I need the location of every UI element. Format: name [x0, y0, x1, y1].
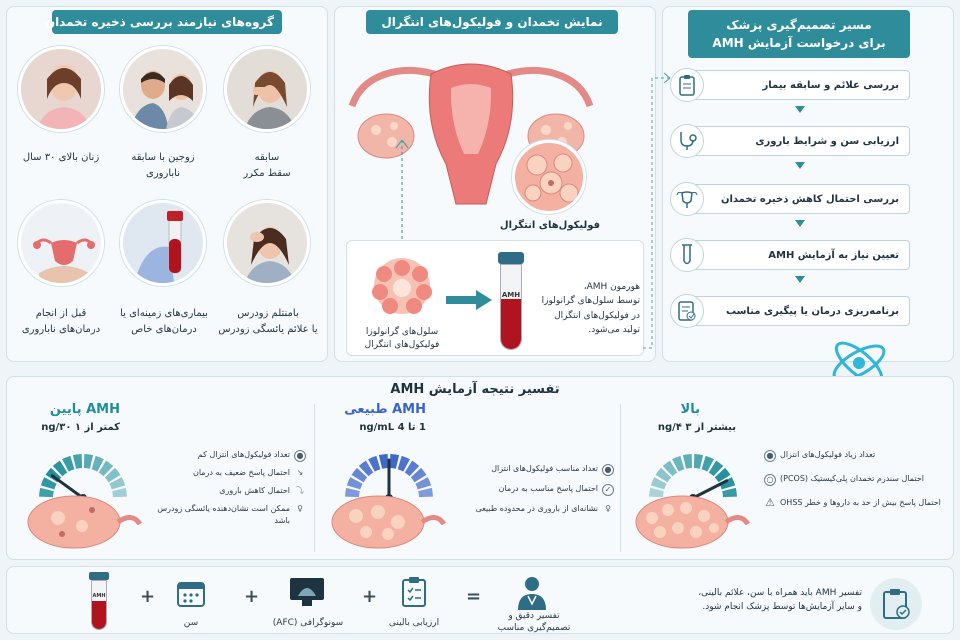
amh-test-tube — [496, 252, 526, 352]
bottom-check-badge — [870, 578, 922, 630]
arrow-down-icon — [795, 220, 805, 227]
gauge-segment — [84, 454, 93, 469]
level-low-title: AMH پایین — [49, 402, 120, 417]
group-caption-line1: زوجین با سابقه — [131, 152, 195, 163]
group-caption-line2: ناباروری — [146, 167, 180, 179]
gauge-segment — [390, 454, 399, 469]
group-photo-early-menopause — [224, 200, 310, 286]
bottom-note-line2: و سایر آزمایش‌ها توسط پزشک انجام شود. — [702, 602, 862, 613]
plus-sign: + — [244, 586, 260, 607]
level-normal-bullet-2: احتمال پاسخ مناسب به درمان — [498, 484, 598, 493]
person-icon: ♀ — [605, 504, 611, 513]
level-high-bullet-1: تعداد زیاد فولیکول‌های انتزال — [780, 450, 876, 459]
person-icon: ♀ — [297, 504, 303, 513]
decision-step-label: ارزیابی سن و شرایط باروری — [755, 135, 899, 147]
groups-title: گروه‌های نیازمند بررسی ذخیره تخمدان — [52, 10, 282, 34]
hormone-caption-line2: توسط سلول‌های گرانولوزا — [541, 296, 640, 307]
warning-icon: ⚠ — [765, 496, 775, 509]
decision-step-label: بررسی احتمال کاهش ذخیره تخمدان — [720, 193, 899, 205]
result-label-line2: تصمیم‌گیری مناسب — [497, 623, 571, 634]
decision-step-label: تعیین نیاز به آزمایش AMH — [768, 249, 899, 261]
interpretation-title: تفسیر نتیجه آزمایش AMH — [390, 382, 560, 397]
calendar-icon — [176, 578, 206, 608]
group-caption-line1: سابقه — [254, 152, 280, 163]
level-low-bullet-4: ممکن است نشان‌دهنده یائسگی زودرس باشد — [157, 504, 290, 525]
cluster-icon: ● — [294, 450, 306, 462]
level-normal-bullet-3: نشانه‌ای از باروری در محدوده طبیعی — [475, 504, 598, 513]
decision-step-3 — [688, 184, 910, 214]
granulosa-caption-line2: فولیکول‌های انتگرال — [364, 339, 440, 350]
group-caption-text: زنان بالای ۳۰ سال — [22, 152, 100, 163]
group-photo-couple — [120, 46, 206, 132]
decision-step-1 — [688, 70, 910, 100]
decision-step-label: برنامه‌ریزی درمان یا پیگیری مناسب — [725, 305, 899, 317]
decision-step-5 — [688, 296, 910, 326]
divider — [314, 404, 315, 552]
group-caption-line1: بامنتلم زودرس — [237, 308, 299, 319]
level-low-bullet-3: احتمال کاهش باروری — [219, 486, 290, 495]
tube-label: AMH — [501, 291, 521, 299]
level-normal-title: AMH طبیعی — [344, 402, 426, 417]
decision-title-line2: برای درخواست آزمایش AMH — [712, 36, 886, 50]
level-high-range: بیشتر از ۳ ng/۴ — [657, 422, 736, 433]
bottom-note — [640, 586, 862, 615]
ultrasound-icon — [288, 576, 326, 608]
ovary-title: نمایش تخمدان و فولیکول‌های انتگرال — [366, 10, 618, 34]
level-low-bullet-2: احتمال پاسخ ضعیف به درمان — [192, 468, 290, 477]
hormone-caption-line3: در فولیکول‌های انتگرال — [554, 310, 640, 321]
group-caption-women-over-30 — [18, 150, 104, 166]
level-normal-range: 1 تا 4 ng/mL — [359, 422, 426, 433]
group-caption-early-menopause — [214, 306, 322, 337]
arrow-down-icon — [795, 162, 805, 169]
granulosa-caption — [350, 326, 454, 351]
decision-step-4 — [688, 240, 910, 270]
arrow-right-icon — [446, 290, 492, 310]
cluster-icon: ● — [602, 464, 614, 476]
result-label — [496, 610, 572, 634]
group-caption-line2: سقط مکرر — [243, 167, 291, 179]
ovary-illustration-normal — [326, 492, 446, 552]
hormone-caption-line4: تولید می‌شود. — [588, 325, 640, 336]
decline-icon: ⤵ — [296, 486, 304, 495]
decision-step-label: بررسی علائم و سابقه بیمار — [762, 79, 899, 91]
granulosa-cells-illustration — [362, 252, 442, 322]
group-caption-line2: درمان‌های خاص — [131, 323, 197, 335]
decision-step-2 — [688, 126, 910, 156]
bottom-tube-label: AMH — [92, 593, 106, 599]
group-caption-line2: یا علائم یائسگی زودرس — [218, 323, 318, 335]
clinical-clipboard-icon — [400, 576, 428, 608]
doctor-icon — [514, 574, 550, 610]
sonography-label: سونوگرافی (AFC) — [272, 618, 344, 628]
level-high-bullet-2: احتمال سندرم تخمدان پلی‌کیستیک (PCOS) — [780, 474, 925, 483]
group-photo-women-over-30 — [18, 46, 104, 132]
clipboard-check-icon — [881, 588, 911, 620]
level-normal-bullet-1: تعداد مناسب فولیکول‌های انتزال — [491, 464, 598, 473]
age-label: سن — [183, 618, 199, 628]
clinical-label: ارزیابی بالینی — [388, 618, 440, 628]
level-low-range: کمتر از ۱ ng/۳۰ — [41, 422, 120, 433]
bottom-amh-tube — [88, 572, 110, 632]
group-caption-line2: درمان‌های ناباروری — [21, 323, 101, 335]
trend-down-icon: ↘ — [296, 468, 304, 477]
plus-sign: + — [362, 586, 378, 607]
gauge-segment — [694, 454, 703, 469]
result-label-line1: تفسیر دقیق و — [508, 611, 560, 621]
gauge-segment — [379, 454, 388, 469]
group-caption-before-treatment — [10, 306, 112, 337]
group-caption-line1: بیماری‌های زمینه‌ای یا — [120, 308, 208, 319]
group-caption-line1: قبل از انجام — [35, 308, 87, 319]
hormone-caption-line1: هورمون AMH، — [583, 282, 640, 292]
granulosa-caption-line1: سلول‌های گرانولوزا — [365, 327, 439, 337]
group-caption-miscarriage — [216, 150, 318, 181]
decision-title-line1: مسیر تصمیم‌گیری پزشک — [726, 18, 872, 32]
pcos-icon: ○ — [764, 474, 776, 486]
bottom-note-line1: تفسیر AMH باید همراه با سن، علائم بالینی، — [698, 588, 862, 598]
group-photo-recurrent-miscarriage — [224, 46, 310, 132]
arrow-down-icon — [795, 276, 805, 283]
gauge-segment — [73, 454, 82, 469]
group-photo-before-treatment — [18, 200, 104, 286]
ovary-illustration-high — [630, 492, 750, 552]
cluster-icon: ● — [764, 450, 776, 462]
follicle-label: فولیکول‌های انتگرال — [499, 220, 601, 231]
level-high-bullet-3: احتمال پاسخ بیش از حد به داروها و خطر OHSS — [780, 498, 941, 507]
plus-sign: + — [140, 586, 156, 607]
level-low-bullet-1: تعداد فولیکول‌های انتزال کم — [197, 450, 290, 459]
group-caption-couple — [112, 150, 214, 181]
decision-title — [688, 10, 910, 58]
group-caption-special-conditions — [106, 306, 222, 337]
follicle-zoom — [512, 140, 586, 214]
check-icon: ✓ — [602, 484, 614, 496]
hormone-caption — [534, 280, 640, 338]
arrow-down-icon — [795, 106, 805, 113]
group-photo-special-conditions — [120, 200, 206, 286]
dashed-loop-connector — [640, 70, 690, 370]
gauge-segment — [683, 454, 692, 469]
ovary-illustration-low — [22, 492, 142, 552]
level-high-title: بالا — [680, 402, 700, 417]
equals-sign: = — [466, 586, 482, 607]
divider — [620, 404, 621, 552]
